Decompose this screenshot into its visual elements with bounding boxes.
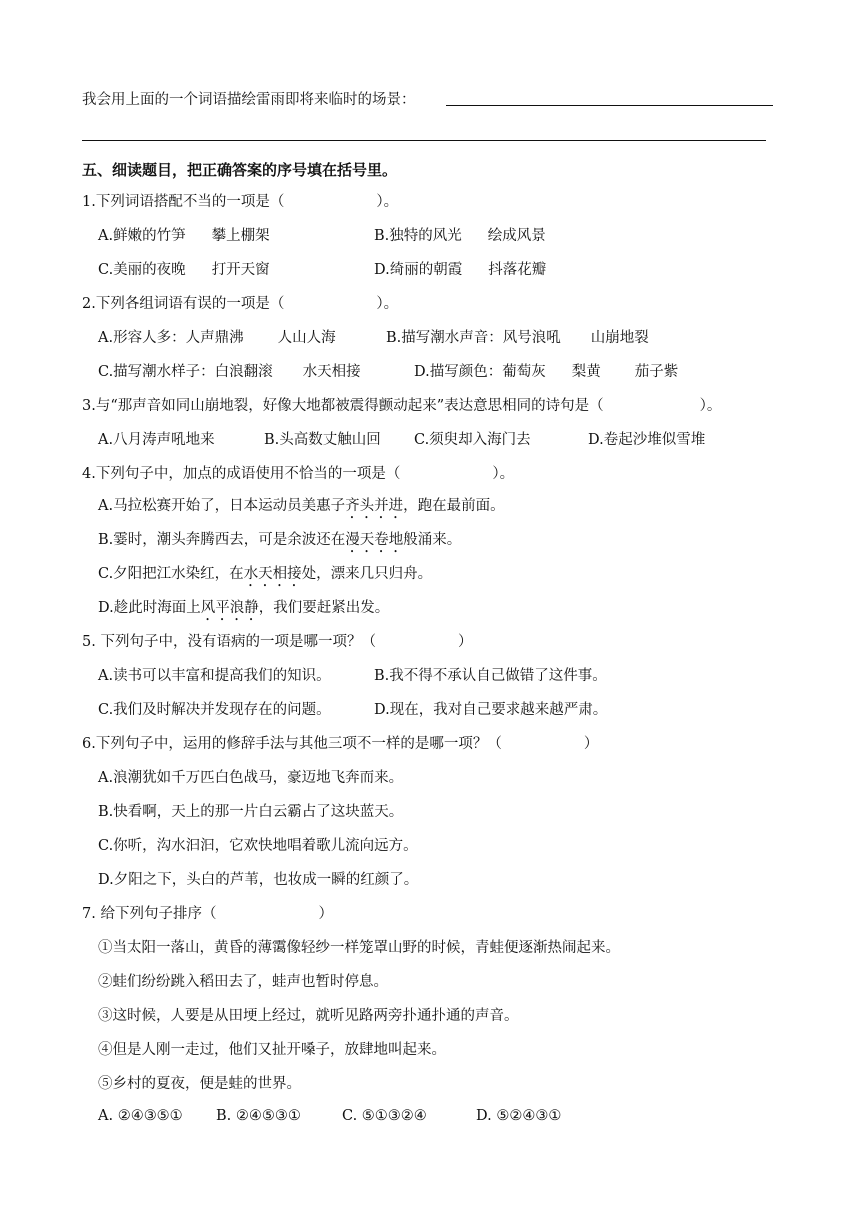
q7-option-c[interactable]: C. ⑤①③②④ (342, 1108, 427, 1124)
q4-option-b[interactable] (98, 530, 461, 556)
q4-option-a[interactable] (98, 496, 505, 522)
q2-option-d[interactable] (414, 362, 678, 382)
option-text: 处，漂来几只归舟。 (301, 566, 433, 582)
prompt-line (82, 90, 416, 110)
q5-option-c[interactable]: C.我们及时解决并发现存在的问题。 (98, 702, 331, 718)
q3-option-a[interactable]: A.八月涛声吼地来 (98, 432, 215, 448)
q7-option-d[interactable]: D. ⑤②④③① (476, 1108, 562, 1124)
option-text: ，我们要赶紧出发。 (258, 600, 390, 616)
q1-option-a[interactable] (98, 226, 270, 246)
option-text: 梨黄 (571, 364, 601, 380)
question-close: ）。 (699, 398, 722, 414)
option-text: C.美丽的夜晚 (98, 262, 186, 278)
answer-blank-line-2[interactable] (82, 140, 766, 141)
option-text: C.描写潮水样子：白浪翻滚 (98, 364, 273, 380)
prompt-text: 我会用上面的一个词语描绘雷雨即将来临时的场景： (82, 92, 416, 108)
question-stem: 3.与“那声音如同山崩地裂，好像大地都被震得颤动起来”表达意思相同的诗句是（ (82, 398, 604, 414)
q1-option-b[interactable] (374, 226, 546, 246)
option-text: 水天相接 (302, 364, 361, 380)
q1-option-d[interactable] (374, 260, 546, 280)
option-text: 攀上棚架 (211, 228, 270, 244)
question-stem: 2.下列各组词语有误的一项是（ (82, 296, 285, 312)
question-2 (82, 294, 398, 314)
option-text: D.描写颜色：葡萄灰 (414, 364, 546, 380)
question-close: ） (318, 906, 333, 922)
option-text: 打开天窗 (211, 262, 270, 278)
option-text: D.绮丽的朝霞 (374, 262, 463, 278)
q3-option-b[interactable]: B.头高数丈触山回 (264, 432, 381, 448)
q3-option-d[interactable]: D.卷起沙堆似雪堆 (588, 432, 706, 448)
q7-sentence-3: ③这时候，人要是从田埂上经过，就听见路两旁扑通扑通的声音。 (98, 1008, 519, 1024)
option-text: 茄子紫 (634, 364, 679, 380)
dotted-idiom: 漫天卷地 (345, 532, 404, 548)
question-3 (82, 396, 721, 416)
q6-option-b[interactable]: B.快看啊，天上的那一片白云霸占了这块蓝天。 (98, 804, 404, 820)
q7-sentence-2: ②蛙们纷纷跳入稻田去了，蛙声也暂时停息。 (98, 974, 388, 990)
q5-option-b[interactable]: B.我不得不承认自己做错了这件事。 (374, 668, 607, 684)
q4-option-c[interactable] (98, 564, 432, 590)
q3-option-c[interactable]: C.须臾却入海门去 (414, 432, 531, 448)
option-text: B.独特的风光 (374, 228, 462, 244)
question-close: ） (583, 736, 599, 752)
q7-option-b[interactable]: B. ②④⑤③① (216, 1108, 301, 1124)
q2-option-b[interactable] (386, 328, 649, 348)
section-title: 五、细读题目，把正确答案的序号填在括号里。 (82, 161, 398, 179)
option-text: A.鲜嫩的竹笋 (98, 228, 186, 244)
option-text: C.夕阳把江水染红，在 (98, 566, 244, 582)
q2-option-a[interactable] (98, 328, 336, 348)
q7-sentence-1: ①当太阳一落山，黄昏的薄霭像轻纱一样笼罩山野的时候，青蛙便逐渐热闹起来。 (98, 940, 620, 956)
option-text: 绘成风景 (487, 228, 546, 244)
question-close: ）。 (376, 194, 399, 210)
answer-blank-line-1[interactable] (446, 105, 773, 106)
dotted-idiom: 齐头并进 (345, 498, 404, 514)
option-text: A.形容人多：人声鼎沸 (98, 330, 244, 346)
q6-option-d[interactable]: D.夕阳之下，头白的芦苇，也妆成一瞬的红颜了。 (98, 872, 419, 888)
question-stem: 6.下列句子中，运用的修辞手法与其他三项不一样的是哪一项？（ (82, 736, 502, 752)
question-stem: 5. 下列句子中，没有语病的一项是哪一项？（ (82, 634, 376, 650)
question-7 (82, 904, 333, 924)
q7-option-a[interactable]: A. ②④③⑤① (98, 1108, 183, 1124)
question-stem: 7. 给下列句子排序（ (82, 906, 217, 922)
q5-option-a[interactable]: A.读书可以丰富和提高我们的知识。 (98, 668, 331, 684)
question-4 (82, 464, 514, 484)
question-5 (82, 632, 472, 652)
q1-option-c[interactable] (98, 260, 270, 280)
q6-option-c[interactable]: C.你听，沟水汩汩，它欢快地唱着歌儿流向远方。 (98, 838, 418, 854)
question-close: ）。 (492, 466, 515, 482)
q2-option-c[interactable] (98, 362, 361, 382)
question-close: ）。 (376, 296, 399, 312)
option-text: A.马拉松赛开始了，日本运动员美惠子 (98, 498, 346, 514)
option-text: 山崩地裂 (590, 330, 649, 346)
dotted-idiom: 风平浪静 (200, 600, 259, 616)
option-text: ，跑在最前面。 (403, 498, 505, 514)
option-text: 人山人海 (277, 330, 336, 346)
option-text: B.描写潮水声音：风号浪吼 (386, 330, 561, 346)
question-6 (82, 734, 598, 754)
q5-option-d[interactable]: D.现在，我对自己要求越来越严肃。 (374, 702, 608, 718)
option-text: 抖落花瓣 (488, 262, 547, 278)
option-text: B.霎时，潮头奔腾西去，可是余波还在 (98, 532, 346, 548)
q7-sentence-4: ④但是人刚一走过，他们又扯开嗓子，放肆地叫起来。 (98, 1042, 446, 1058)
dotted-idiom: 水天相接 (243, 566, 302, 582)
question-stem: 4.下列句子中，加点的成语使用不恰当的一项是（ (82, 466, 401, 482)
question-1 (82, 192, 398, 212)
q6-option-a[interactable]: A.浪潮犹如千万匹白色战马，豪迈地飞奔而来。 (98, 770, 404, 786)
option-text: D.趁此时海面上 (98, 600, 201, 616)
option-text: 般涌来。 (403, 532, 462, 548)
q7-sentence-5: ⑤乡村的夏夜，便是蛙的世界。 (98, 1076, 301, 1092)
q4-option-d[interactable] (98, 598, 389, 624)
question-stem: 1.下列词语搭配不当的一项是（ (82, 194, 285, 210)
question-close: ） (457, 634, 473, 650)
